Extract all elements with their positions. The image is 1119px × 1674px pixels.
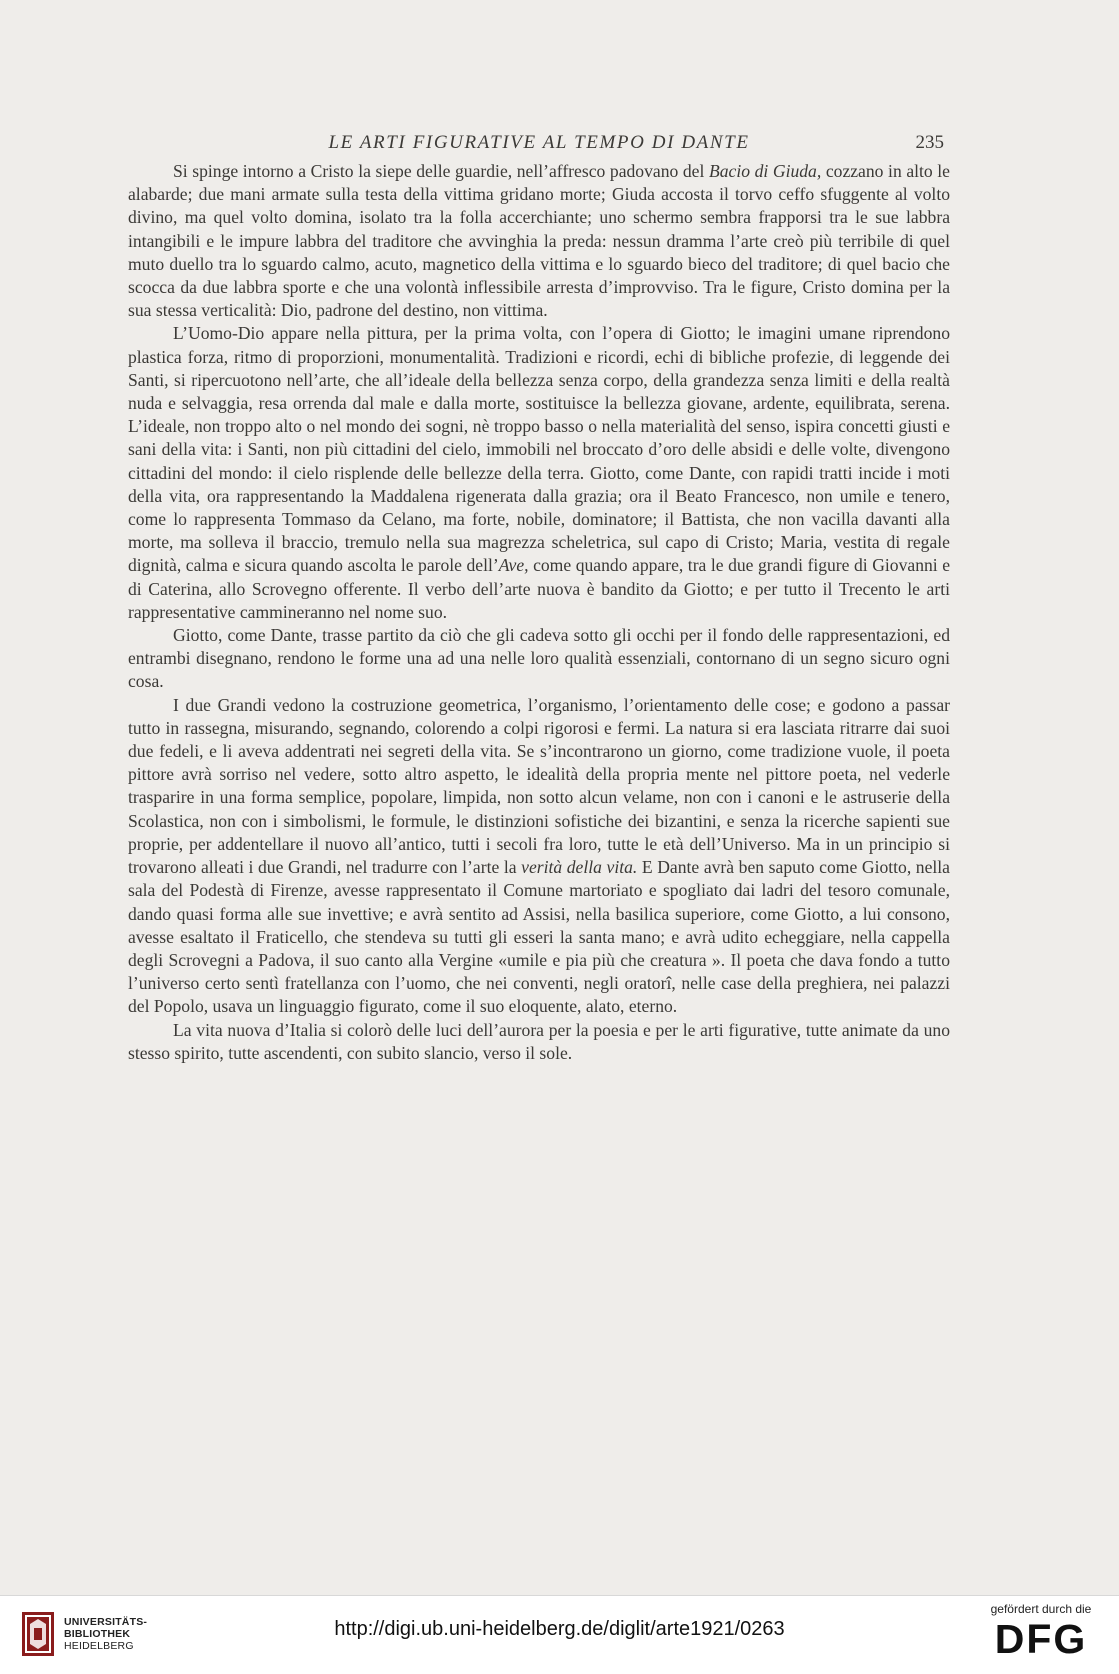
paragraph-2-part-c: come quando appare, tra le due grandi figure di Giovanni e di Caterina, allo Scrovegno offerente. Il verbo dell’arte nuova è bandito da Giotto; e per tutto il Trecento le arti rappresentative cammineranno nel nome suo. [128,555,951,622]
paragraph-1-part-c: cozzano in alto le alabarde; due mani armate sulla testa della vittima gridano morte; Giuda accosta il torvo ceffo sfuggente al volto divino, ma quel volto domina, isolato tra la folla accerchiante; uno schermo sembra frapporsi tra le sue labbra intangibili e le impure labbra del traditore che avvinghia la preda: nessun dramma l’arte creò più terribile di quel muto duello tra lo sguardo calmo, acuto, magnetico della vittima e lo sguardo bieco del traditore; di quel bacio che scocca da due labbra sporte e che una volontà inflessibile arresta d’improvviso. Tra le figure, Cristo domina per la sua stessa verticalità: Dio, padrone del destino, non vittima. [128,161,950,321]
page-number: 235 [915,132,944,153]
dfg-logo: DFG [994,1616,1088,1662]
funding-caption: gefördert durch die [990,1602,1092,1616]
paragraph-2-part-a: L’Uomo-Dio appare nella pittura, per la prima volta, con l’opera di Giotto; le imagini umane riprendono plastica forza, ritmo di proporzioni, monumentalità. Tradizioni e ricordi, echi di bibliche profezie, di leggende dei Santi, si ripercuotono nell’arte, che all’ideale della bellezza senza corpo, della grandezza senza limiti e della realtà nuda e selvaggia, resa orrenda dal male e dalla morte, sostituisce la bellezza giovane, ardente, equilibrata, serena. L’ideale, non troppo alto o nel mondo dei sogni, nè troppo basso o nella materialità del senso, ispira concetti giusti e sani della vita: i Santi, non più cittadini del cielo, immobili nel broccato d’oro delle absidi e delle volte, divengono cittadini del mondo: il cielo risplende delle bellezze della terra. Giotto, come Dante, con rapidi tratti incide i moti della vita, ora rappresentando la Maddalena rigenerata dalla grazia; ora il Beato Francesco, non umile e tenero, come lo rappresenta Tommaso da Celano, ma forte, nobile, dominatore; il Battista, che non vacilla davanti alla morte, ma solleva il braccio, tremulo nella sua magrezza scheletrica, sul capo di Cristo; Maria, vestita di regale dignità, calma e sicura quando ascolta le parole dell’ [128,323,950,576]
library-name-line-1: UNIVERSITÄTS- [64,1616,148,1628]
paragraph-1 [128,160,950,322]
running-title: LE ARTI FIGURATIVE AL TEMPO DI DANTE [328,132,750,153]
paragraph-4-part-a: I due Grandi vedono la costruzione geometrica, l’organismo, l’orientamento delle cose; e godono a passar tutto in rassegna, misurando, segnando, colorendo a colpi rigorosi e fermi. La natura si era lasciata ritrarre dai suoi due fedeli, e li aveva addentrati nei segreti della vita. Se s’incontrarono un giorno, come tradizione vuole, il poeta pittore avrà sorriso nel vedere, sotto altro aspetto, le idealità della propria mente nel pittore poeta, nel vederle trasparire in una forma semplice, popolare, limpida, non sotto alcun velame, non con i canoni e le astruserie della Scolastica, non con i simbolismi, le formule, le distinzioni sofistiche dei bizantini, e senza la ricerche sapienti sue proprie, per addentellare il nuovo all’antico, tutti i secoli fra loro, tutte le età dell’Universo. Ma in un principio si trovarono alleati i due Grandi, nel tradurre con l’arte la [128,694,950,878]
paragraph-2 [128,322,950,624]
paragraph-2-italic: Ave, [498,555,529,576]
dfg-funding-badge[interactable] [979,1602,1103,1668]
viewer-footer [0,1595,1119,1674]
running-head [134,132,944,158]
library-name-line-2: BIBLIOTHEK [64,1628,131,1640]
paragraph-5: La vita nuova d’Italia si colorò delle luci dell’aurora per la poesia e per le arti figurative, tutte animate da uno stesso spirito, tutte ascendenti, con subito slancio, verso il sole. [128,1019,950,1063]
body-text [128,160,950,1065]
library-name-line-3: HEIDELBERG [64,1640,134,1652]
paragraph-4-italic: verità della vita. [521,857,638,878]
paragraph-1-part-a: Si spinge intorno a Cristo la siepe delle guardie, nell’affresco padovano del [173,161,709,181]
permalink-url[interactable]: http://digi.ub.uni-heidelberg.de/diglit/arte1921/0263 [334,1618,785,1640]
paragraph-4-part-c: E Dante avrà ben saputo come Giotto, nella sala del Podestà di Firenze, avesse rappresentato il Comune martoriato e spogliato dai ladri del tesoro comunale, dando quasi forma alle sue invettive; e avrà sentito ad Assisi, nella basilica superiore, come Giotto, a lui consono, avesse esaltato il Fraticello, che stendeva su tutti gli esseri la santa mano; e avrà udito echeggiare, nella cappella degli Scrovegni a Padova, il suo canto alla Vergine «umile e pia più che creatura ». Il poeta che dava fondo a tutto l’universo certo sentì fratellanza con l’uomo, che nei conventi, negli oratorî, nelle case della preghiera, nei palazzi del Popolo, usava un linguaggio figurato, come il suo eloquente, alato, eterno. [128,857,950,1017]
paragraph-4 [128,694,950,1019]
paragraph-1-italic: Bacio di Giuda, [708,161,822,181]
paragraph-3: Giotto, come Dante, trasse partito da ciò che gli cadeva sotto gli occhi per il fondo delle rappresentazioni, ed entrambi disegnano, rendono le forme una ad una nelle loro qualità essenziali, contornano di un segno sicuro ogni cosa. [128,625,950,692]
